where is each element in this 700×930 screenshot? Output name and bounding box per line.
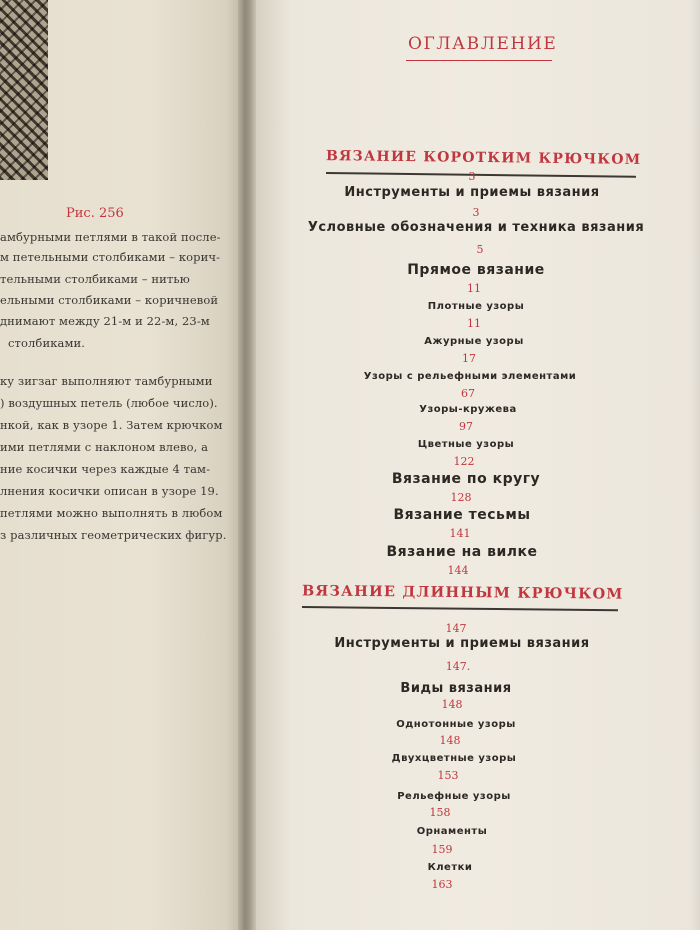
toc-entry: Прямое вязание: [407, 262, 545, 278]
toc-entry: Цветные узоры: [417, 439, 515, 450]
page-number: 3: [468, 170, 476, 183]
left-text-line: ку зигзаг выполняют тамбурными: [0, 374, 213, 388]
toc-entry: Инструменты и приемы вязания: [344, 185, 600, 200]
toc-entry: Условные обозначения и техника вязания: [307, 220, 645, 235]
page-number: 163: [431, 878, 453, 891]
knitting-pattern-illustration: [0, 0, 48, 180]
left-text-line: м петельными столбиками – корич-: [0, 250, 221, 264]
left-text-line: петлями можно выполнять в любом: [0, 506, 223, 520]
page-number: 148: [441, 698, 463, 711]
page-number: 11: [467, 282, 481, 295]
page-number: 159: [431, 843, 453, 856]
toc-entry: Вязание на вилке: [386, 544, 538, 560]
page-number: 3: [472, 206, 480, 219]
left-text-line: днимают между 21-м и 22-м, 23-м: [0, 314, 210, 328]
left-text-line: нкой, как в узоре 1. Затем крючком: [0, 418, 223, 432]
left-text-line: лнения косички описан в узоре 19.: [0, 484, 219, 498]
page-number: 153: [437, 769, 459, 782]
contents-title: ОГЛАВЛЕНИЕ: [408, 34, 558, 54]
page-number: 11: [467, 317, 481, 330]
page-edge-shadow: [690, 0, 700, 930]
page-number: 122: [453, 455, 475, 468]
toc-entry: Плотные узоры: [427, 301, 525, 312]
page-number: 158: [429, 806, 451, 819]
toc-entry: Узоры-кружева: [419, 404, 517, 415]
toc-entry: Виды вязания: [400, 681, 512, 696]
page-number: 147.: [445, 660, 471, 673]
page-number: 97: [459, 420, 473, 433]
section-rule: [326, 172, 636, 177]
toc-entry: Рельефные узоры: [397, 791, 511, 802]
page-number: 128: [450, 491, 472, 504]
book-gutter: [238, 0, 258, 930]
left-text-line: ) воздушных петель (любое число).: [0, 396, 218, 410]
left-page: [0, 0, 246, 930]
toc-entry: Узоры с рельефными элементами: [363, 371, 577, 382]
left-text-line: ние косички через каждые 4 там-: [0, 462, 211, 476]
title-underline: [406, 60, 552, 61]
left-text-line: амбурными петлями в такой после-: [0, 230, 221, 244]
page-number: 147: [445, 622, 467, 635]
toc-entry: Инструменты и приемы вязания: [334, 636, 590, 651]
section-rule: [302, 606, 618, 611]
page-number: 144: [447, 564, 469, 577]
left-text-line: столбиками.: [8, 336, 86, 350]
toc-entry: Орнаменты: [416, 826, 488, 837]
right-page-table-of-contents: [256, 0, 700, 930]
section-heading: ВЯЗАНИЕ ДЛИННЫМ КРЮЧКОМ: [301, 582, 624, 603]
toc-entry: Ажурные узоры: [424, 336, 524, 347]
left-text-line: ими петлями с наклоном влево, а: [0, 440, 209, 454]
toc-entry: Однотонные узоры: [396, 719, 516, 730]
figure-caption: Рис. 256: [66, 206, 124, 221]
section-heading: ВЯЗАНИЕ КОРОТКИМ КРЮЧКОМ: [325, 148, 642, 168]
toc-entry: Клетки: [427, 862, 473, 873]
page-number: 141: [449, 527, 471, 540]
left-text-line: ельными столбиками – коричневой: [0, 293, 219, 307]
toc-entry: Вязание по кругу: [391, 471, 541, 487]
page-number: 67: [461, 387, 475, 400]
toc-entry: Вязание тесьмы: [393, 507, 531, 523]
left-text-line: з различных геометрических фигур.: [0, 528, 227, 542]
left-text-line: тельными столбиками – нитью: [0, 272, 190, 286]
page-number: 17: [462, 352, 476, 365]
toc-entry: Двухцветные узоры: [391, 753, 517, 764]
page-number: 148: [439, 734, 461, 747]
page-number: 5: [476, 243, 484, 256]
